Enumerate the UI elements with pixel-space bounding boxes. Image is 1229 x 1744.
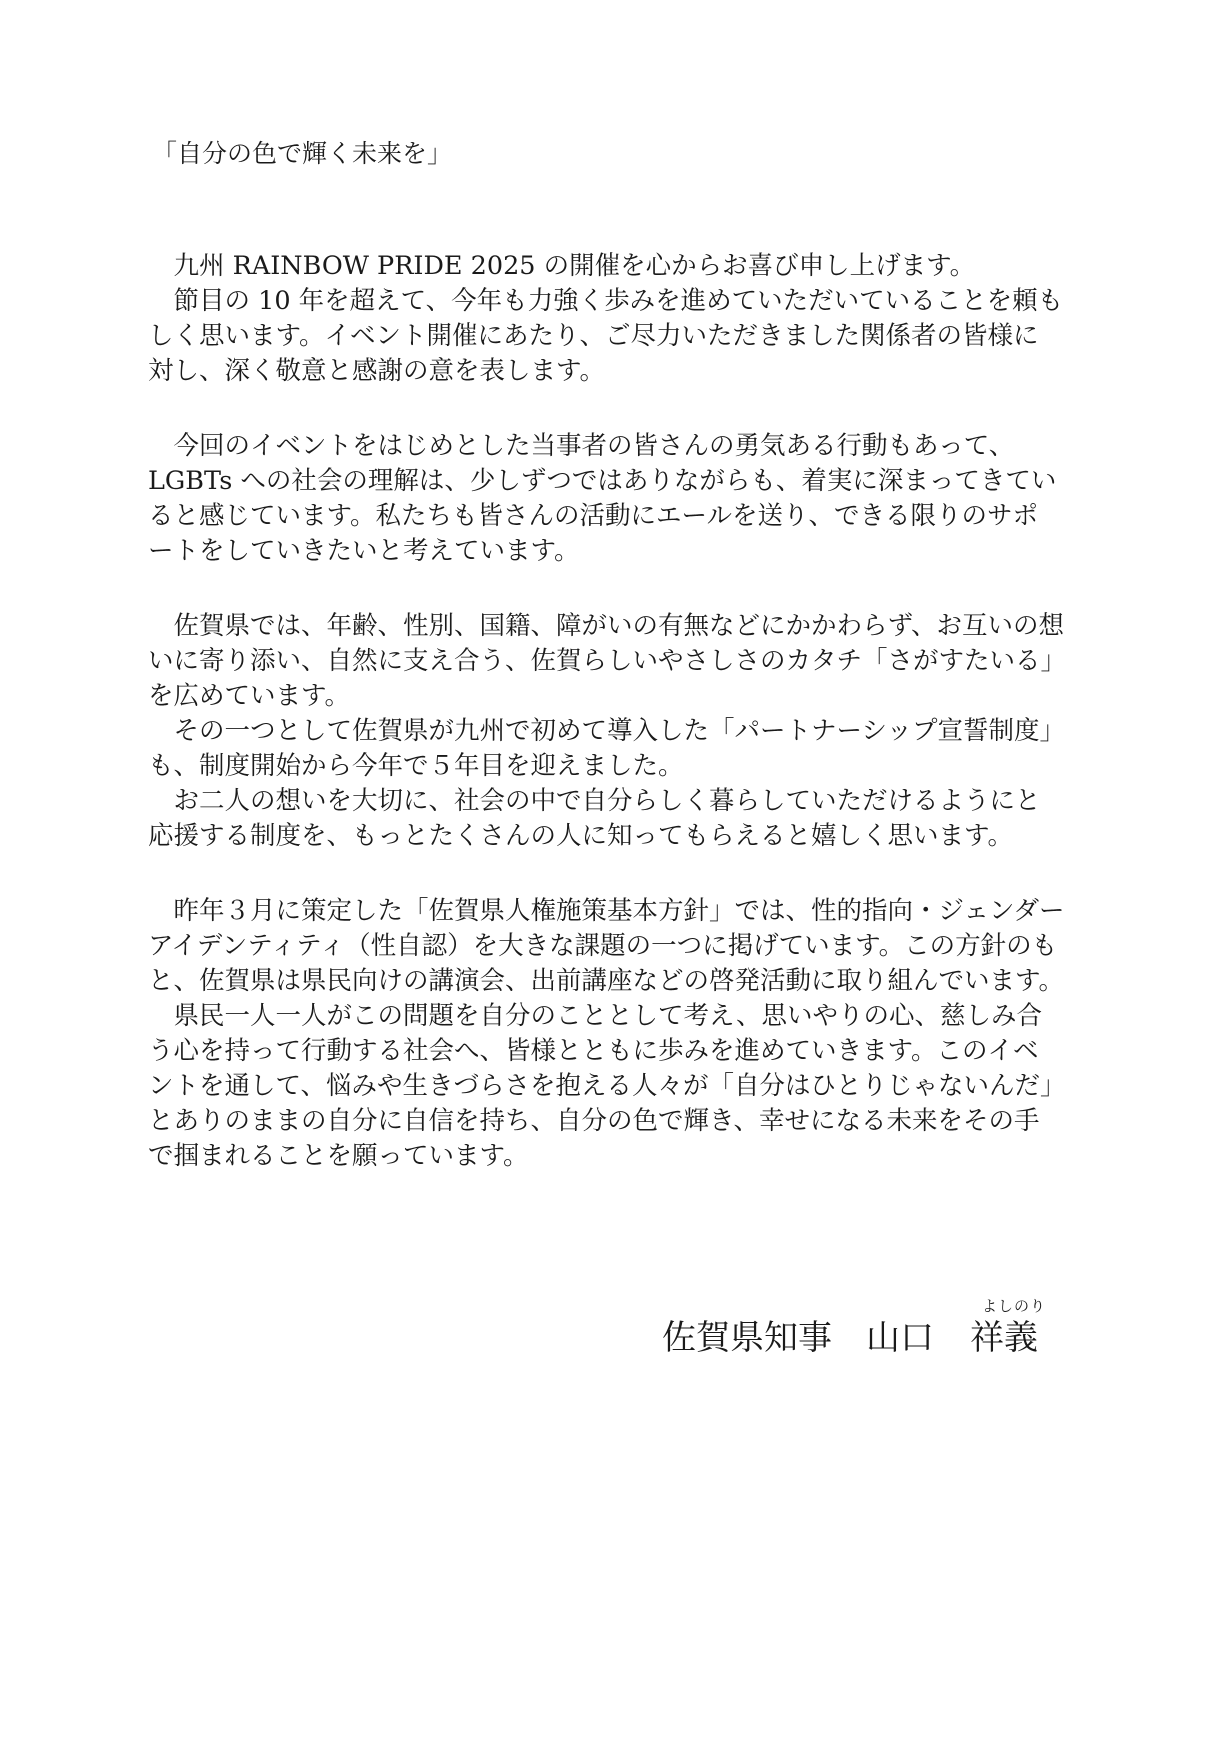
signature-given-name: 祥義 bbox=[970, 1318, 1038, 1358]
body-line: ントを通して、悩みや生きづらさを抱える人々が「自分はひとりじゃないんだ」 bbox=[148, 1071, 1066, 1101]
body-line: LGBTs への社会の理解は、少しずつではありながらも、着実に深まってきてい bbox=[148, 466, 1057, 496]
body-line: も、制度開始から今年で５年目を迎えました。 bbox=[148, 751, 684, 781]
name-reading-ruby: よしのり bbox=[982, 1297, 1047, 1315]
body-line: 対し、深く敬意と感謝の意を表します。 bbox=[148, 356, 605, 386]
body-line: その一つとして佐賀県が九州で初めて導入した「パートナーシップ宣誓制度」 bbox=[148, 716, 1065, 746]
body-line: とありのままの自分に自信を持ち、自分の色で輝き、幸せになる未来をその手 bbox=[148, 1106, 1040, 1136]
body-line: ートをしていきたいと考えています。 bbox=[148, 536, 580, 566]
body-line: 節目の 10 年を超えて、今年も力強く歩みを進めていただいていることを頼も bbox=[148, 286, 1064, 316]
body-line: と、佐賀県は県民向けの講演会、出前講座などの啓発活動に取り組んでいます。 bbox=[148, 966, 1064, 996]
body-line: いに寄り添い、自然に支え合う、佐賀らしいやさしさのカタチ「さがすたいる」 bbox=[148, 646, 1067, 676]
body-line: ると感じています。私たちも皆さんの活動にエールを送り、できる限りのサポ bbox=[148, 501, 1038, 531]
body-line: 今回のイベントをはじめとした当事者の皆さんの勇気ある行動もあって、 bbox=[148, 431, 1015, 461]
body-line: 佐賀県では、年齢、性別、国籍、障がいの有無などにかかわらず、お互いの想 bbox=[148, 611, 1064, 641]
body-line: 県民一人一人がこの問題を自分のこととして考え、思いやりの心、慈しみ合 bbox=[148, 1001, 1043, 1031]
body-line: 応援する制度を、もっとたくさんの人に知ってもらえると嬉しく思います。 bbox=[148, 821, 1013, 851]
body-line: 昨年３月に策定した「佐賀県人権施策基本方針」では、性的指向・ジェンダー bbox=[148, 896, 1065, 926]
signature-surname: 山口 bbox=[866, 1318, 934, 1358]
signature-block bbox=[662, 1316, 1038, 1360]
body-line: お二人の想いを大切に、社会の中で自分らしく暮らしていただけるようにと bbox=[148, 786, 1041, 816]
body-line: しく思います。イベント開催にあたり、ご尽力いただきました関係者の皆様に bbox=[148, 321, 1039, 351]
body-line: 九州 RAINBOW PRIDE 2025 の開催を心からお喜び申し上げます。 bbox=[148, 251, 976, 281]
body-line: で掴まれることを願っています。 bbox=[148, 1141, 529, 1171]
letter-heading: 「自分の色で輝く未来を」 bbox=[152, 139, 453, 168]
body-line: アイデンティティ（性自認）を大きな課題の一つに掲げています。この方針のも bbox=[148, 931, 1058, 961]
signature-title: 佐賀県知事 bbox=[662, 1318, 832, 1358]
body-line: を広めています。 bbox=[148, 681, 350, 711]
body-line: う心を持って行動する社会へ、皆様とともに歩みを進めていきます。このイベ bbox=[148, 1036, 1039, 1066]
